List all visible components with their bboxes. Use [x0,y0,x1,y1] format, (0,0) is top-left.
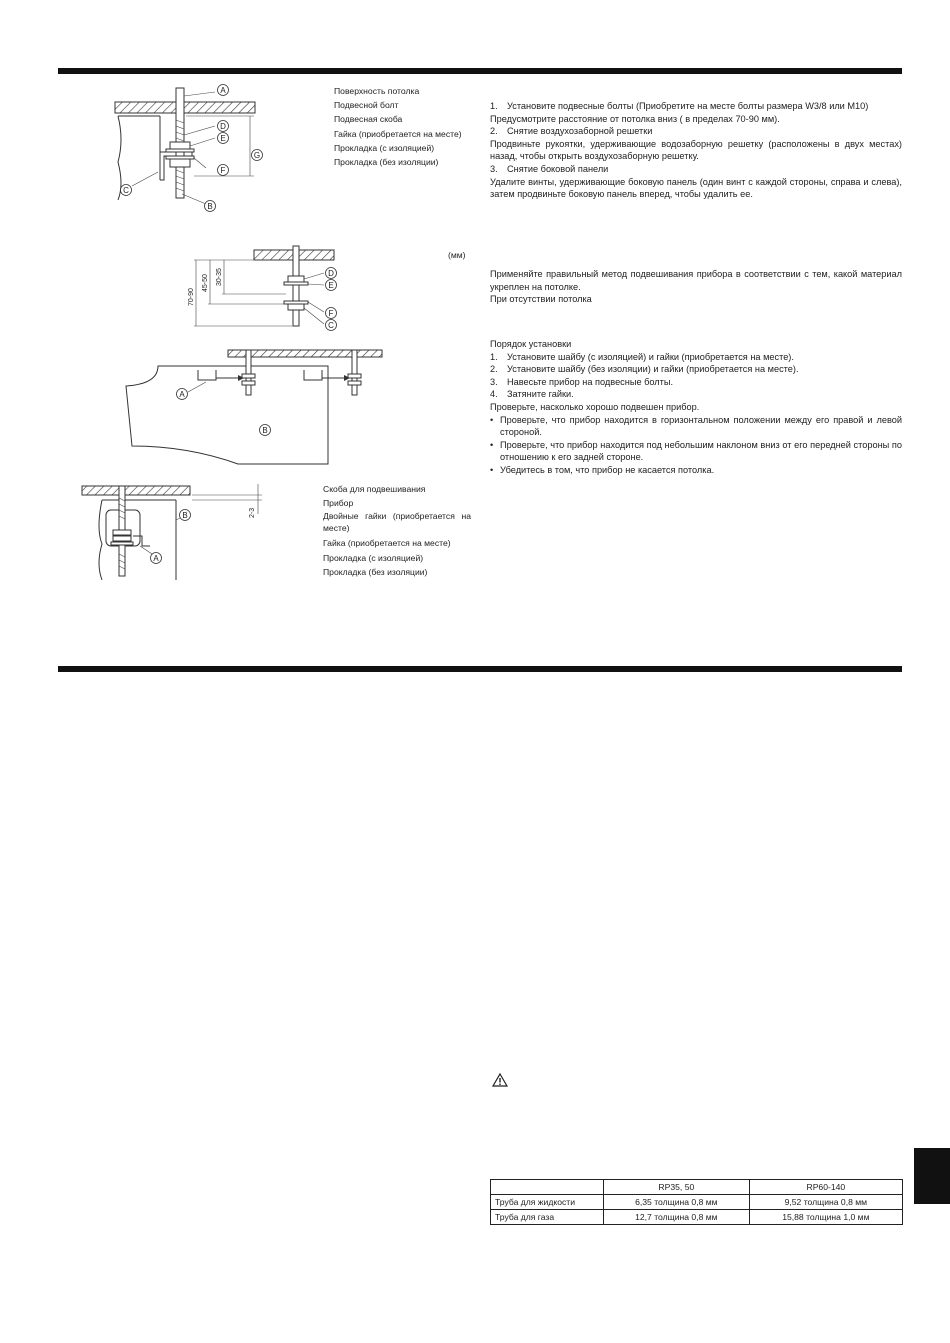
paragraph: Продвиньте рукоятки, удерживающие водозаборную решетку (расположены в двух местах) назад, чтобы открыть воздухозаборную решетку. [490,138,902,162]
figure-bolt-dimensions [182,246,342,336]
table-cell: 12,7 толщина 0,8 мм [604,1210,750,1225]
dim-45-50: 45-50 [202,274,209,292]
fig1-label-g: G [253,151,261,160]
fig3-label-a: A [179,390,185,399]
paragraph: Применяйте правильный метод подвешивания прибора в соответствии с тем, какой материал укреплен на потолке. [490,269,902,292]
fig2-label-d: D [328,269,334,278]
dim-2-3: 2-3 [249,507,256,518]
table-header-cell: RP60-140 [749,1180,902,1195]
dim-70-90: 70-90 [188,288,195,306]
figure-suspension-bolt [110,80,290,215]
bullet-text: Убедитесь в том, что прибор не касается потолка. [500,464,715,475]
step-text: Снятие боковой панели [507,163,609,174]
legend-item: Прокладка (с изоляцией) [323,552,424,563]
table-cell: 9,52 толщина 0,8 мм [749,1195,902,1210]
middle-section-rule [58,666,902,672]
table-cell: 6,35 толщина 0,8 мм [604,1195,750,1210]
legend-item: Двойные гайки (приобретается на месте) [323,511,471,534]
step-number: 2. [490,126,498,137]
legend-item: Прокладка (без изоляции) [334,157,439,168]
step-text: Установите шайбу (с изоляцией) и гайки (приобретается на месте). [507,351,794,362]
figure-bracket-clearance [80,484,270,584]
step-text: Снятие воздухозаборной решетки [507,126,653,137]
legend-item: Прокладка (без изоляции) [323,566,428,577]
step-number: 3. [490,376,498,387]
table-cell: Труба для газа [491,1210,604,1225]
bullet-mark: • [490,464,494,475]
suspension-method-section [490,268,902,306]
top-section-rule [58,68,902,74]
warning-triangle-icon [492,1073,508,1087]
paragraph: Удалите винты, удерживающие боковую панель (один винт с каждой стороны, справа и слева), затем продвиньте боковую панель вперед, чтобы удалить ее. [490,176,902,200]
step-text: Установите подвесные болты (Приобретите на месте болты размера W3/8 или M10) [507,101,869,111]
fig2-label-f: F [328,309,334,318]
table-cell: Труба для жидкости [491,1195,604,1210]
legend-item: Поверхность потолка [334,86,420,96]
bullet-text: Проверьте, что прибор находится в горизонтальном положении между его правой и левой стороной. [500,414,902,438]
step-number: 2. [490,364,498,375]
table-header-cell [491,1180,604,1195]
step-text: Установите шайбу (без изоляции) и гайки (приобретается на месте). [507,364,799,375]
fig1-label-e: E [220,134,226,143]
paragraph: При отсутствии потолка [490,294,592,305]
installation-order-section [490,338,902,477]
step-number: 3. [490,163,498,174]
legend-suspension-parts [334,84,470,169]
table-cell: 15,88 толщина 1,0 мм [749,1210,902,1225]
step-text: Навесьте прибор на подвесные болты. [507,376,674,387]
legend-item: Подвесная скоба [334,114,403,125]
fig3-label-b: B [262,426,268,435]
legend-item: Прокладка (с изоляцией) [334,142,435,153]
language-tab-marker [914,1148,950,1204]
step-number: 1. [490,101,498,111]
fig1-label-c: C [123,186,129,195]
section-heading: Порядок установки [490,339,572,349]
paragraph: Предусмотрите расстояние от потолка вниз ( в пределах 70-90 мм). [490,113,780,124]
legend-item: Гайка (приобретается на месте) [334,128,462,139]
dimension-unit: (мм) [448,250,466,260]
paragraph: Проверьте, насколько хорошо подвешен прибор. [490,401,700,412]
legend-item: Гайка (приобретается на месте) [323,538,451,549]
fig1-label-d: D [220,122,226,131]
pipe-size-table [490,1179,903,1225]
bullet-mark: • [490,414,494,425]
fig4-label-b: B [182,511,188,520]
fig1-label-f: F [220,166,226,175]
step-text: Затяните гайки. [507,389,574,400]
legend-item: Скоба для подвешивания [323,484,426,494]
legend-item: Подвесной болт [334,100,399,111]
fig4-label-a: A [153,554,159,563]
legend-hanging-parts [323,482,471,579]
installation-steps-section [490,100,902,201]
fig2-label-c: C [328,321,334,330]
bullet-text: Проверьте, что прибор находится под небольшим наклоном вниз от его передней стороны по отношению к его задней стороне. [500,439,902,463]
step-number: 1. [490,351,498,362]
step-number: 4. [490,389,498,400]
table-row [491,1195,903,1210]
bullet-mark: • [490,439,494,450]
table-header-row [491,1180,903,1195]
figure-unit-hanging [118,346,388,466]
dim-30-35: 30-35 [216,268,223,286]
legend-item: Прибор [323,498,354,509]
fig1-label-a: A [220,86,226,95]
fig2-label-e: E [328,281,334,290]
table-header-cell: RP35, 50 [604,1180,750,1195]
fig1-label-b: B [207,202,213,211]
table-row [491,1210,903,1225]
